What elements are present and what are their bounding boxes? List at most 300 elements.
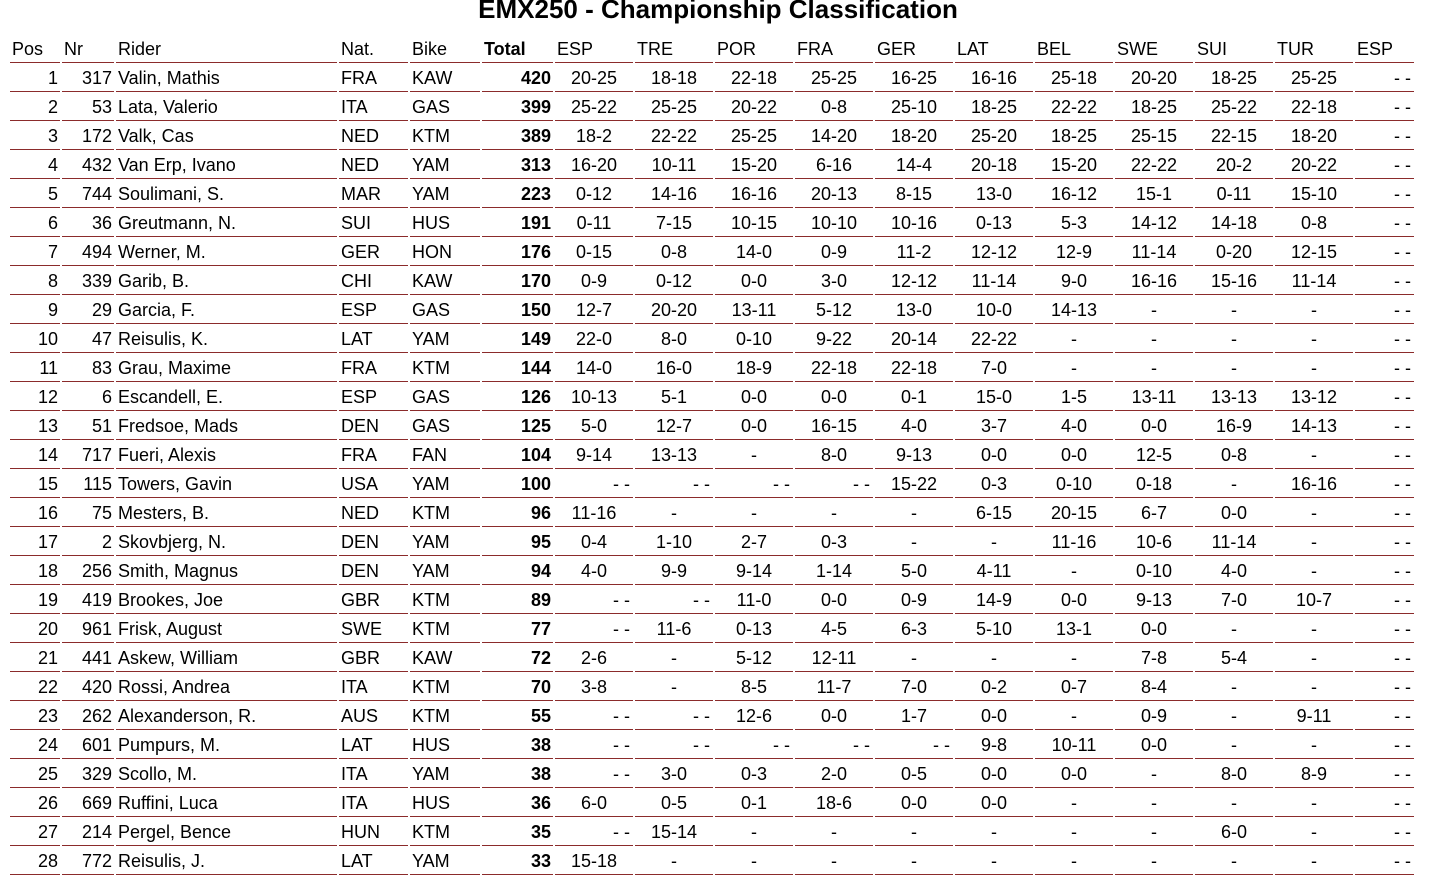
cell-race-result: 16-16 [955,65,1033,92]
cell-race-result: - [1275,500,1353,527]
cell-total: 125 [482,413,553,440]
cell-race-result: - - [635,587,713,614]
cell-race-result: - [1195,326,1273,353]
cell-race-result: 0-4 [555,529,633,556]
cell-bike: KAW [410,645,480,672]
cell-race-result: - [795,500,873,527]
cell-pos: 3 [10,123,60,150]
table-row [10,94,1414,121]
cell-pos: 18 [10,558,60,585]
cell-bike: HUS [410,210,480,237]
cell-nr: 6 [62,384,114,411]
header-race-5: LAT [955,36,1033,63]
cell-race-result: 14-18 [1195,210,1273,237]
cell-race-result: 25-25 [635,94,713,121]
cell-race-result: 0-0 [1115,616,1193,643]
cell-race-result: 25-18 [1035,65,1113,92]
cell-race-result: 6-16 [795,152,873,179]
cell-total: 96 [482,500,553,527]
cell-race-result: - [715,500,793,527]
cell-race-result: - - [555,587,633,614]
cell-nat: FRA [339,442,408,469]
cell-rider: Mesters, B. [116,500,337,527]
cell-race-result: - [715,819,793,846]
cell-race-result: 0-0 [955,790,1033,817]
cell-nr: 317 [62,65,114,92]
cell-pos: 17 [10,529,60,556]
cell-race-result: 0-13 [955,210,1033,237]
cell-pos: 7 [10,239,60,266]
header-total: Total [482,36,553,63]
table-row [10,471,1414,498]
header-race-9: TUR [1275,36,1353,63]
cell-race-result: 15-18 [555,848,633,875]
cell-nr: 419 [62,587,114,614]
header-bike: Bike [410,36,480,63]
cell-race-result: 18-20 [875,123,953,150]
cell-total: 36 [482,790,553,817]
cell-bike: GAS [410,413,480,440]
cell-race-result: 18-25 [955,94,1033,121]
cell-race-result: 10-7 [1275,587,1353,614]
cell-race-result: - - [555,703,633,730]
cell-race-result: - - [555,732,633,759]
cell-bike: KTM [410,123,480,150]
cell-race-result: - - [1355,442,1414,469]
cell-race-result: 12-5 [1115,442,1193,469]
cell-rider: Towers, Gavin [116,471,337,498]
cell-race-result: 12-12 [875,268,953,295]
cell-bike: YAM [410,471,480,498]
cell-race-result: - [1035,355,1113,382]
table-row [10,268,1414,295]
cell-race-result: - - [1355,558,1414,585]
cell-bike: YAM [410,529,480,556]
cell-race-result: - - [1355,587,1414,614]
cell-race-result: - - [1355,384,1414,411]
cell-race-result: 14-16 [635,181,713,208]
cell-race-result: 6-0 [1195,819,1273,846]
table-row [10,384,1414,411]
cell-race-result: - [1195,732,1273,759]
cell-race-result: 5-3 [1035,210,1113,237]
cell-race-result: 8-15 [875,181,953,208]
cell-race-result: 25-15 [1115,123,1193,150]
cell-race-result: 8-4 [1115,674,1193,701]
cell-race-result: 20-22 [715,94,793,121]
cell-bike: KAW [410,65,480,92]
cell-race-result: 20-2 [1195,152,1273,179]
cell-race-result: - [1195,355,1273,382]
cell-race-result: - [1275,442,1353,469]
cell-race-result: - [635,848,713,875]
cell-race-result: 18-2 [555,123,633,150]
cell-bike: YAM [410,761,480,788]
cell-race-result: 10-0 [955,297,1033,324]
cell-bike: YAM [410,848,480,875]
cell-race-result: - - [1355,616,1414,643]
cell-race-result: - - [1355,703,1414,730]
cell-race-result: 0-0 [1115,732,1193,759]
cell-race-result: - [715,848,793,875]
cell-race-result: 22-18 [875,355,953,382]
cell-race-result: 16-20 [555,152,633,179]
cell-bike: HUS [410,790,480,817]
cell-race-result: - - [1355,210,1414,237]
cell-bike: KTM [410,355,480,382]
cell-race-result: 20-20 [635,297,713,324]
cell-race-result: - - [555,819,633,846]
cell-race-result: 5-10 [955,616,1033,643]
cell-nr: 441 [62,645,114,672]
cell-rider: Scollo, M. [116,761,337,788]
cell-race-result: 0-0 [1115,413,1193,440]
cell-race-result: 11-14 [1115,239,1193,266]
cell-nat: ITA [339,674,408,701]
cell-race-result: - - [715,732,793,759]
cell-rider: Valin, Mathis [116,65,337,92]
cell-race-result: - [1275,645,1353,672]
table-row [10,152,1414,179]
cell-race-result: - [1275,790,1353,817]
cell-rider: Smith, Magnus [116,558,337,585]
cell-pos: 22 [10,674,60,701]
cell-race-result: 22-22 [635,123,713,150]
cell-total: 38 [482,761,553,788]
cell-race-result: - - [635,703,713,730]
cell-race-result: 0-0 [1035,442,1113,469]
cell-race-result: - - [1355,645,1414,672]
cell-race-result: - [635,645,713,672]
standings-table [8,34,1416,877]
cell-pos: 28 [10,848,60,875]
cell-race-result: 13-13 [635,442,713,469]
cell-race-result: 9-0 [1035,268,1113,295]
cell-rider: Fueri, Alexis [116,442,337,469]
cell-nr: 214 [62,819,114,846]
cell-total: 77 [482,616,553,643]
cell-total: 399 [482,94,553,121]
cell-race-result: 0-0 [715,413,793,440]
cell-race-result: - [1275,529,1353,556]
cell-race-result: 22-15 [1195,123,1273,150]
cell-rider: Reisulis, K. [116,326,337,353]
cell-race-result: 11-0 [715,587,793,614]
cell-race-result: - [1115,848,1193,875]
cell-nr: 601 [62,732,114,759]
cell-race-result: 0-0 [955,703,1033,730]
cell-race-result: 8-0 [795,442,873,469]
cell-race-result: 15-20 [1035,152,1113,179]
cell-nat: ITA [339,94,408,121]
cell-nr: 494 [62,239,114,266]
cell-race-result: - [1035,645,1113,672]
cell-race-result: 9-14 [555,442,633,469]
cell-race-result: - [955,529,1033,556]
cell-nr: 420 [62,674,114,701]
table-row [10,442,1414,469]
cell-race-result: - [955,819,1033,846]
cell-nat: GER [339,239,408,266]
cell-pos: 23 [10,703,60,730]
cell-rider: Werner, M. [116,239,337,266]
cell-pos: 4 [10,152,60,179]
cell-race-result: 0-5 [875,761,953,788]
cell-race-result: - - [1355,297,1414,324]
cell-total: 95 [482,529,553,556]
table-row [10,732,1414,759]
cell-race-result: 4-0 [555,558,633,585]
cell-race-result: 20-13 [795,181,873,208]
cell-race-result: 22-18 [715,65,793,92]
cell-race-result: - [1275,848,1353,875]
cell-race-result: 0-11 [1195,181,1273,208]
cell-total: 389 [482,123,553,150]
cell-race-result: - [1035,848,1113,875]
cell-race-result: 22-22 [1035,94,1113,121]
cell-race-result: 22-22 [955,326,1033,353]
cell-race-result: 7-15 [635,210,713,237]
cell-nat: NED [339,123,408,150]
cell-race-result: 0-0 [715,268,793,295]
cell-race-result: 9-13 [875,442,953,469]
cell-race-result: 2-0 [795,761,873,788]
cell-race-result: - [1115,355,1193,382]
cell-nat: DEN [339,413,408,440]
cell-race-result: - [1275,819,1353,846]
cell-nr: 339 [62,268,114,295]
cell-race-result: - - [1355,848,1414,875]
cell-race-result: 0-0 [795,703,873,730]
cell-race-result: - - [795,471,873,498]
cell-race-result: - [1275,616,1353,643]
cell-race-result: 15-14 [635,819,713,846]
cell-total: 150 [482,297,553,324]
cell-race-result: 16-9 [1195,413,1273,440]
cell-pos: 12 [10,384,60,411]
cell-race-result: 12-6 [715,703,793,730]
table-row [10,123,1414,150]
cell-race-result: 12-9 [1035,239,1113,266]
cell-race-result: 0-9 [795,239,873,266]
cell-pos: 25 [10,761,60,788]
cell-race-result: 10-15 [715,210,793,237]
header-race-4: GER [875,36,953,63]
cell-race-result: 10-6 [1115,529,1193,556]
cell-race-result: - [1115,819,1193,846]
cell-total: 149 [482,326,553,353]
cell-race-result: 22-18 [1275,94,1353,121]
cell-race-result: 9-14 [715,558,793,585]
cell-race-result: - [1115,761,1193,788]
cell-race-result: - [1195,471,1273,498]
cell-nr: 262 [62,703,114,730]
table-row [10,819,1414,846]
cell-race-result: 0-15 [555,239,633,266]
cell-race-result: 25-10 [875,94,953,121]
cell-race-result: 0-9 [875,587,953,614]
cell-race-result: 0-12 [555,181,633,208]
header-race-8: SUI [1195,36,1273,63]
cell-race-result: 10-16 [875,210,953,237]
cell-pos: 19 [10,587,60,614]
cell-bike: YAM [410,181,480,208]
cell-race-result: 2-6 [555,645,633,672]
cell-pos: 13 [10,413,60,440]
table-row [10,413,1414,440]
cell-nr: 717 [62,442,114,469]
cell-race-result: 11-2 [875,239,953,266]
cell-race-result: 1-7 [875,703,953,730]
cell-race-result: - [1115,326,1193,353]
cell-race-result: 13-1 [1035,616,1113,643]
cell-race-result: - - [1355,355,1414,382]
cell-race-result: 0-0 [795,587,873,614]
cell-race-result: 16-16 [1275,471,1353,498]
cell-race-result: 8-0 [635,326,713,353]
cell-race-result: 4-0 [1195,558,1273,585]
cell-bike: HON [410,239,480,266]
cell-race-result: 7-0 [1195,587,1273,614]
cell-race-result: 8-0 [1195,761,1273,788]
cell-race-result: 5-0 [555,413,633,440]
table-row [10,674,1414,701]
cell-nat: HUN [339,819,408,846]
cell-race-result: - - [1355,413,1414,440]
cell-race-result: - - [555,616,633,643]
cell-race-result: 0-8 [1195,442,1273,469]
cell-total: 35 [482,819,553,846]
cell-race-result: 9-8 [955,732,1033,759]
cell-bike: KTM [410,674,480,701]
cell-race-result: 12-12 [955,239,1033,266]
cell-pos: 20 [10,616,60,643]
cell-race-result: - [795,819,873,846]
cell-total: 176 [482,239,553,266]
cell-nr: 83 [62,355,114,382]
cell-race-result: 22-18 [795,355,873,382]
cell-race-result: 0-11 [555,210,633,237]
cell-nr: 115 [62,471,114,498]
cell-race-result: 4-0 [1035,413,1113,440]
cell-race-result: 15-1 [1115,181,1193,208]
cell-race-result: - - [635,732,713,759]
cell-race-result: - [875,500,953,527]
cell-race-result: 14-12 [1115,210,1193,237]
cell-race-result: 10-11 [1035,732,1113,759]
cell-pos: 9 [10,297,60,324]
cell-race-result: - [1195,790,1273,817]
cell-race-result: 14-9 [955,587,1033,614]
cell-pos: 15 [10,471,60,498]
cell-race-result: - [955,848,1033,875]
cell-race-result: 15-16 [1195,268,1273,295]
cell-bike: GAS [410,94,480,121]
cell-race-result: - - [1355,268,1414,295]
cell-race-result: - [875,848,953,875]
cell-total: 420 [482,65,553,92]
cell-race-result: 13-11 [715,297,793,324]
cell-race-result: 25-22 [555,94,633,121]
cell-race-result: 0-0 [875,790,953,817]
cell-race-result: 0-18 [1115,471,1193,498]
cell-race-result: 3-7 [955,413,1033,440]
cell-nat: USA [339,471,408,498]
cell-race-result: 20-22 [1275,152,1353,179]
cell-race-result: 5-12 [795,297,873,324]
cell-race-result: 15-10 [1275,181,1353,208]
cell-total: 170 [482,268,553,295]
cell-nr: 51 [62,413,114,440]
cell-nat: ITA [339,790,408,817]
cell-race-result: - [1275,326,1353,353]
cell-race-result: 3-0 [635,761,713,788]
cell-total: 100 [482,471,553,498]
table-row [10,761,1414,788]
header-race-6: BEL [1035,36,1113,63]
cell-race-result: - - [795,732,873,759]
cell-race-result: 18-20 [1275,123,1353,150]
cell-race-result: 0-13 [715,616,793,643]
cell-race-result: 5-1 [635,384,713,411]
cell-bike: KTM [410,500,480,527]
cell-bike: KAW [410,268,480,295]
cell-race-result: 10-10 [795,210,873,237]
cell-race-result: 14-0 [555,355,633,382]
cell-race-result: 9-13 [1115,587,1193,614]
cell-nat: LAT [339,848,408,875]
cell-race-result: - [1035,703,1113,730]
table-row [10,790,1414,817]
cell-race-result: - - [875,732,953,759]
cell-race-result: 0-0 [795,384,873,411]
cell-total: 33 [482,848,553,875]
cell-race-result: 14-4 [875,152,953,179]
cell-race-result: 0-8 [635,239,713,266]
cell-race-result: - - [555,761,633,788]
cell-race-result: 0-2 [955,674,1033,701]
cell-bike: YAM [410,558,480,585]
cell-race-result: 0-3 [955,471,1033,498]
cell-race-result: 0-8 [1275,210,1353,237]
table-row [10,703,1414,730]
cell-race-result: 0-8 [795,94,873,121]
cell-race-result: 12-11 [795,645,873,672]
cell-race-result: 0-5 [635,790,713,817]
cell-rider: Brookes, Joe [116,587,337,614]
cell-race-result: 11-16 [1035,529,1113,556]
cell-nat: FRA [339,65,408,92]
cell-race-result: 20-20 [1115,65,1193,92]
cell-rider: Valk, Cas [116,123,337,150]
cell-race-result: - [1275,297,1353,324]
cell-race-result: 10-11 [635,152,713,179]
cell-race-result: 5-4 [1195,645,1273,672]
cell-nat: SWE [339,616,408,643]
cell-race-result: 11-14 [955,268,1033,295]
header-nr: Nr [62,36,114,63]
cell-race-result: 8-9 [1275,761,1353,788]
cell-race-result: - [1195,848,1273,875]
cell-race-result: 20-14 [875,326,953,353]
cell-race-result: 0-0 [715,384,793,411]
cell-race-result: 0-0 [955,761,1033,788]
cell-race-result: - [1275,674,1353,701]
cell-rider: Garib, B. [116,268,337,295]
cell-nr: 772 [62,848,114,875]
cell-race-result: 25-25 [795,65,873,92]
cell-nr: 2 [62,529,114,556]
